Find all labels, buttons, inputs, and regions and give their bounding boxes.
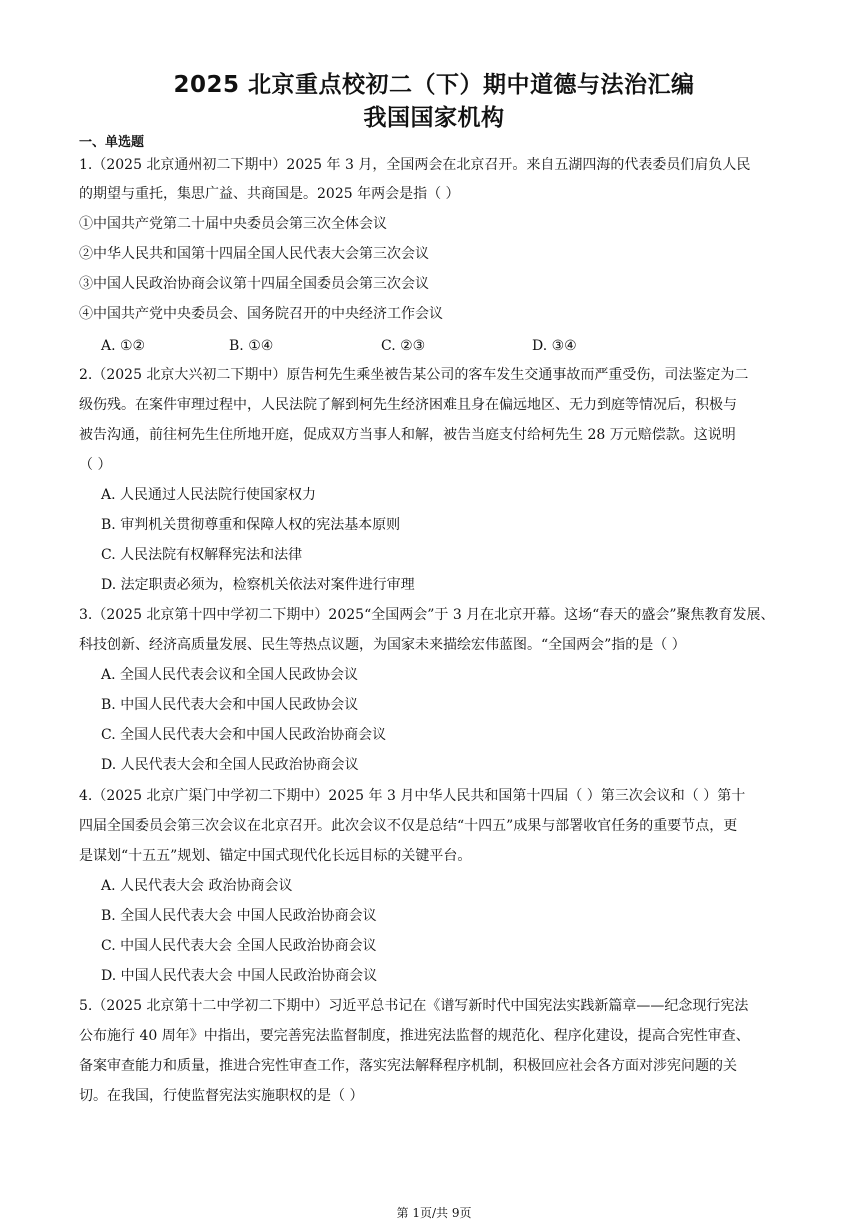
page-number: 第 1页/共 9页 [396, 1206, 472, 1220]
question-1-option-c: C. ②③ [381, 338, 426, 354]
question-4-option-a: A. 人民代表大会 政治协商会议 [101, 878, 293, 894]
question-3-text-line-2: 科技创新、经济高质量发展、民生等热点议题，为国家未来描绘宏伟蓝图。“全国两会”指的是（ ） [79, 637, 686, 653]
question-4-option-b: B. 全国人民代表大会 中国人民政治协商会议 [101, 908, 377, 924]
question-1-statement-4: ④中国共产党中央委员会、国务院召开的中央经济工作会议 [79, 306, 443, 322]
question-4-text-line-2: 四届全国委员会第三次会议在北京召开。此次会议不仅是总结“十四五”成果与部署收官任务的重要节点，更 [79, 818, 738, 834]
section-heading: 一、单选题 [79, 135, 145, 150]
question-2-option-d: D. 法定职责必须为，检察机关依法对案件进行审理 [101, 577, 415, 593]
question-2-text-line-1: 2.（2025 北京大兴初二下期中）原告柯先生乘坐被告某公司的客车发生交通事故而严重受伤，司法鉴定为二 [79, 367, 749, 383]
question-2-text-line-4: （ ） [79, 457, 112, 473]
question-5-text-line-4: 切。在我国，行使监督宪法实施职权的是（ ） [79, 1088, 364, 1104]
question-1-text-line-2: 的期望与重托，集思广益、共商国是。2025 年两会是指（ ） [79, 186, 460, 202]
question-1-text-line-1: 1.（2025 北京通州初二下期中）2025 年 3 月，全国两会在北京召开。来自五湖四海的代表委员们肩负人民 [79, 157, 751, 173]
question-1-option-a: A. ①② [101, 338, 146, 354]
question-4-text-line-3: 是谋划“十五五”规划、锚定中国式现代化长远目标的关键平台。 [79, 848, 472, 864]
question-5-text-line-1: 5.（2025 北京第十二中学初二下期中）习近平总书记在《谱写新时代中国宪法实践新篇章——纪念现行宪法 [79, 998, 749, 1014]
document-subtitle: 我国国家机构 [363, 105, 505, 131]
question-3-option-b: B. 中国人民代表大会和中国人民政协会议 [101, 697, 359, 713]
question-1-statement-1: ①中国共产党第二十届中央委员会第三次全体会议 [79, 216, 387, 232]
question-2-text-line-3: 被告沟通，前往柯先生住所地开庭，促成双方当事人和解，被告当庭支付给柯先生 28 万元赔偿款。这说明 [79, 427, 736, 443]
question-4-option-d: D. 中国人民代表大会 中国人民政治协商会议 [101, 968, 378, 984]
question-2-option-c: C. 人民法院有权解释宪法和法律 [101, 547, 303, 563]
question-5-text-line-3: 备案审查能力和质量，推进合宪性审查工作，落实宪法解释程序机制，积极回应社会各方面对涉宪问题的关 [79, 1058, 737, 1074]
question-5-text-line-2: 公布施行 40 周年》中指出，要完善宪法监督制度，推进宪法监督的规范化、程序化建设，提高合宪性审查、 [79, 1028, 750, 1044]
question-1-statement-2: ②中华人民共和国第十四届全国人民代表大会第三次会议 [79, 246, 429, 262]
question-3-option-a: A. 全国人民代表会议和全国人民政协会议 [101, 667, 359, 683]
question-2-option-a: A. 人民通过人民法院行使国家权力 [101, 487, 317, 503]
question-3-option-d: D. 人民代表大会和全国人民政治协商会议 [101, 757, 359, 773]
question-4-option-c: C. 中国人民代表大会 全国人民政治协商会议 [101, 938, 377, 954]
question-2-text-line-2: 级伤残。在案件审理过程中，人民法院了解到柯先生经济困难且身在偏远地区、无力到庭等情况后，积极与 [79, 397, 737, 413]
question-1-option-b: B. ①④ [229, 338, 274, 354]
document-title: 2025 北京重点校初二（下）期中道德与法治汇编 [173, 72, 695, 98]
question-4-text-line-1: 4.（2025 北京广渠门中学初二下期中）2025 年 3 月中华人民共和国第十四届（ ）第三次会议和（ ）第十 [79, 788, 746, 804]
question-3-option-c: C. 全国人民代表大会和中国人民政治协商会议 [101, 727, 387, 743]
question-3-text-line-1: 3.（2025 北京第十四中学初二下期中）2025“全国两会”于 3 月在北京开幕。这场“春天的盛会”聚焦教育发展、 [79, 607, 775, 623]
question-1-statement-3: ③中国人民政治协商会议第十四届全国委员会第三次会议 [79, 276, 429, 292]
question-2-option-b: B. 审判机关贯彻尊重和保障人权的宪法基本原则 [101, 517, 401, 533]
question-1-option-d: D. ③④ [532, 338, 577, 354]
